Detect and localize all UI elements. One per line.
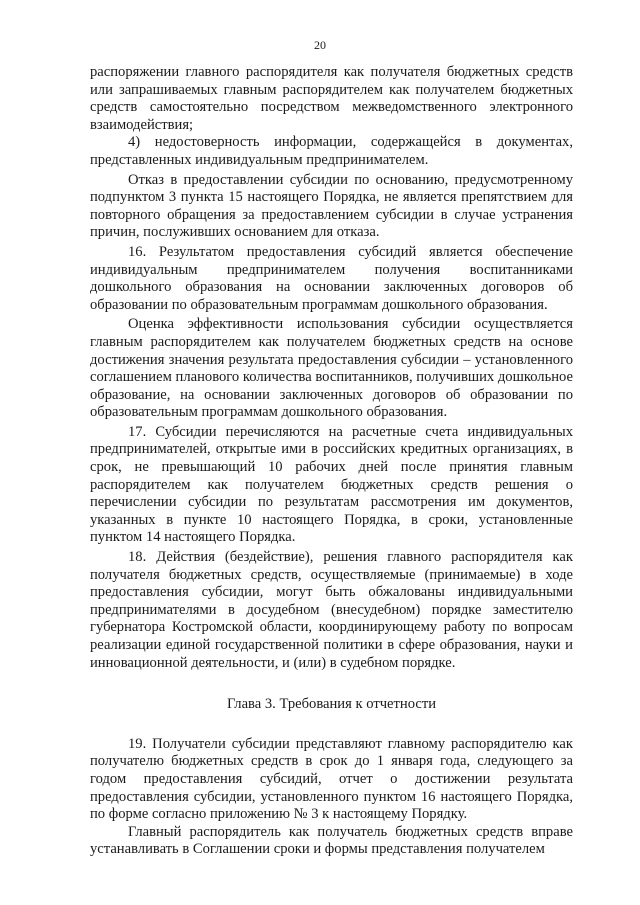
chapter-heading: Глава 3. Требования к отчетности: [226, 696, 437, 713]
paragraph-18: 18. Действия (бездействие), решения главного распорядителя как получателя бюджетных средств, осуществляемые (принимаемые) в ходе предоставления субсидии, могут быть обжалованы индивидуальными предпринимателями в досудебном (внесудебном) порядке заместителю губернатора Костромской области, координирующему работу по вопросам реализации единой государственной политики в сфере образования, науки и инновационной деятельности, и (или) в судебном порядке.: [90, 549, 573, 671]
paragraph-19: 19. Получатели субсидии представляют главному распорядителю как получателю бюджетных средств в срок до 1 января года, следующего за годом предоставления субсидий, отчет о достижении результата предоставления субсидии, установленного пунктом 16 настоящего Порядка, по форме согласно приложению № 3 к настоящему Порядку.: [90, 735, 573, 823]
paragraph-item-4: 4) недостоверность информации, содержащейся в документах, представленных индивидуальным предпринимателем.: [90, 134, 573, 168]
document-body: [90, 64, 573, 859]
paragraph-refusal: Отказ в предоставлении субсидии по основанию, предусмотренному подпунктом 3 пункта 15 настоящего Порядка, не является препятствием для повторного обращения за предоставлением субсидии в случае устранения причин, послуживших основанием для отказа.: [90, 171, 573, 241]
paragraph-main-distributor: Главный распорядитель как получатель бюджетных средств вправе устанавливать в Соглашении сроки и формы представления получателем: [90, 823, 573, 858]
paragraph-efficiency: Оценка эффективности использования субсидии осуществляется главным распорядителем как получателем бюджетных средств на основе достижения значения результата предоставления субсидии – установленного соглашением планового количества воспитанников, получивших дошкольное образование, на основании заключенных договоров об образовании по образовательным программам дошкольного образования.: [90, 316, 573, 421]
paragraph-continuation: распоряжении главного распорядителя как получателя бюджетных средств или запрашиваемых главным распорядителем как получателем бюджетных средств самостоятельно посредством межведомственного электронного взаимодействия;: [90, 64, 573, 133]
paragraph-17: 17. Субсидии перечисляются на расчетные счета индивидуальных предпринимателей, открытые ими в российских кредитных организациях, в срок, не превышающий 10 рабочих дней после принятия главным распорядителем как получателем бюджетных средств решения о перечислении субсидии по результатам рассмотрения им документов, указанных в пункте 10 настоящего Порядка, в сроки, установленные пунктом 14 настоящего Порядка.: [90, 423, 573, 546]
paragraph-16: 16. Результатом предоставления субсидий является обеспечение индивидуальным предпринимателем получения воспитанниками дошкольного образования на основании заключенных договоров об образовании по образовательным программам дошкольного образования.: [90, 243, 573, 313]
page-number: 20: [314, 38, 326, 52]
